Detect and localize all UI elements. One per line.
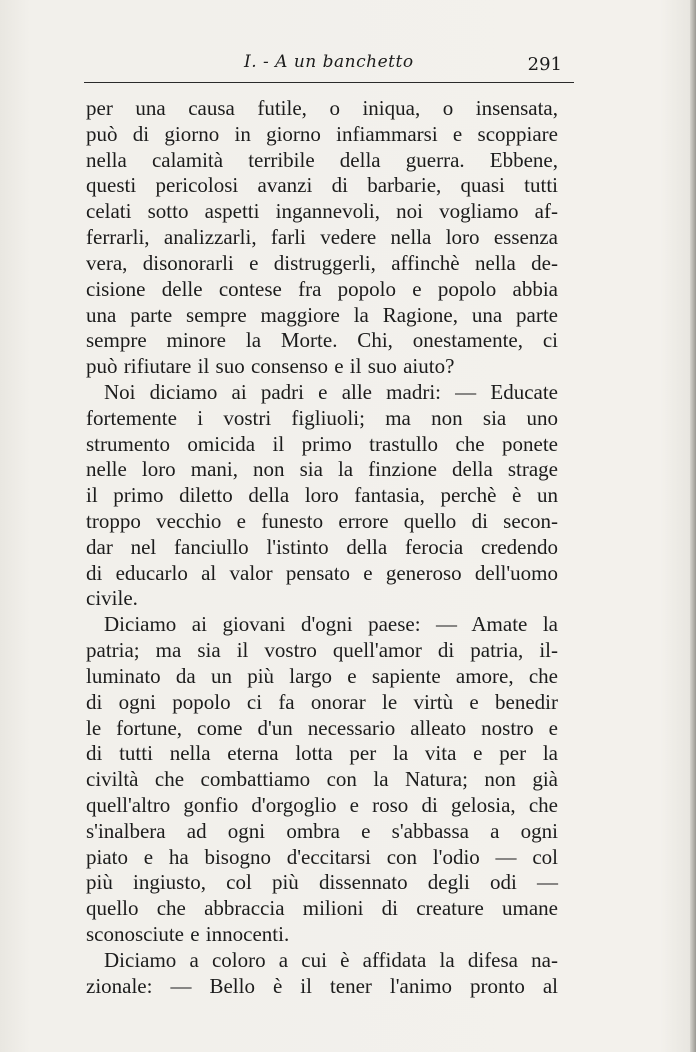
text-line: civiltà che combattiamo con la Natura; non già (86, 767, 558, 792)
text-line: questi pericolosi avanzi di barbarie, quasi tutti (86, 173, 558, 198)
page-number: 291 (527, 54, 562, 75)
text-line: Diciamo a coloro a cui è affidata la difesa na- (104, 947, 558, 972)
text-line: il primo diletto della loro fantasia, perchè è un (86, 483, 558, 508)
text-line: può rifiutare il suo consenso e il suo aiuto? (86, 354, 455, 379)
text-line: troppo vecchio e funesto errore quello di secon- (86, 509, 558, 533)
text-line: di ogni popolo ci fa onorar le virtù e benedir (86, 689, 558, 714)
page-header (84, 48, 574, 83)
text-line: una parte sempre maggiore la Ragione, una parte (86, 302, 558, 327)
text-line: cisione delle contese fra popolo e popolo abbia (86, 276, 558, 301)
text-line: più ingiusto, col più dissennato degli odi — (86, 870, 558, 895)
text-line: quello che abbraccia milioni di creature umane (86, 896, 558, 921)
text-line: di educarlo al valor pensato e generoso dell'uomo (86, 560, 558, 585)
text-line: strumento omicida il primo trastullo che ponete (86, 431, 558, 456)
text-line: sempre minore la Morte. Chi, onestamente, ci (86, 328, 558, 353)
text-line: vera, disonorarli e distruggerli, affinchè nella de- (86, 250, 558, 275)
running-head: I. - A un banchetto (244, 52, 414, 72)
text-line: civile. (86, 586, 138, 611)
text-line: patria; ma sia il vostro quell'amor di patria, il- (86, 638, 558, 663)
text-line: quell'altro gonfio d'orgoglio e roso di gelosia, che (86, 792, 558, 817)
text-line: s'inalbera ad ogni ombra e s'abbassa a ogni (86, 818, 558, 843)
page-edge (690, 0, 696, 1052)
text-line: luminato da un più largo e sapiente amore, che (86, 663, 558, 688)
text-line: fortemente i vostri figliuoli; ma non sia uno (86, 405, 558, 430)
text-line: Noi diciamo ai padri e alle madri: — Educate (104, 379, 558, 404)
text-line: può di giorno in giorno infiammarsi e scoppiare (86, 121, 558, 146)
text-line: sconosciute e innocenti. (86, 922, 290, 946)
text-line: piato e ha bisogno d'eccitarsi con l'odio — col (86, 844, 558, 869)
text-line: nelle loro mani, non sia la finzione della strage (86, 457, 558, 482)
text-line: ferrarli, analizzarli, farli vedere nella loro essenza (86, 225, 558, 250)
text-line: dar nel fanciullo l'istinto della ferocia credendo (86, 534, 558, 559)
text-line: zionale: — Bello è il tener l'animo pronto al (86, 973, 558, 998)
text-line: di tutti nella eterna lotta per la vita e per la (86, 741, 558, 766)
text-line: per una causa futile, o iniqua, o insensata, (86, 96, 558, 120)
text-line: le fortune, come d'un necessario alleato nostro e (86, 715, 558, 740)
text-line: nella calamità terribile della guerra. Ebbene, (86, 147, 558, 172)
body-text (86, 96, 558, 999)
text-line: celati sotto aspetti ingannevoli, noi vogliamo af- (86, 199, 558, 224)
text-line: Diciamo ai giovani d'ogni paese: — Amate la (104, 612, 558, 637)
